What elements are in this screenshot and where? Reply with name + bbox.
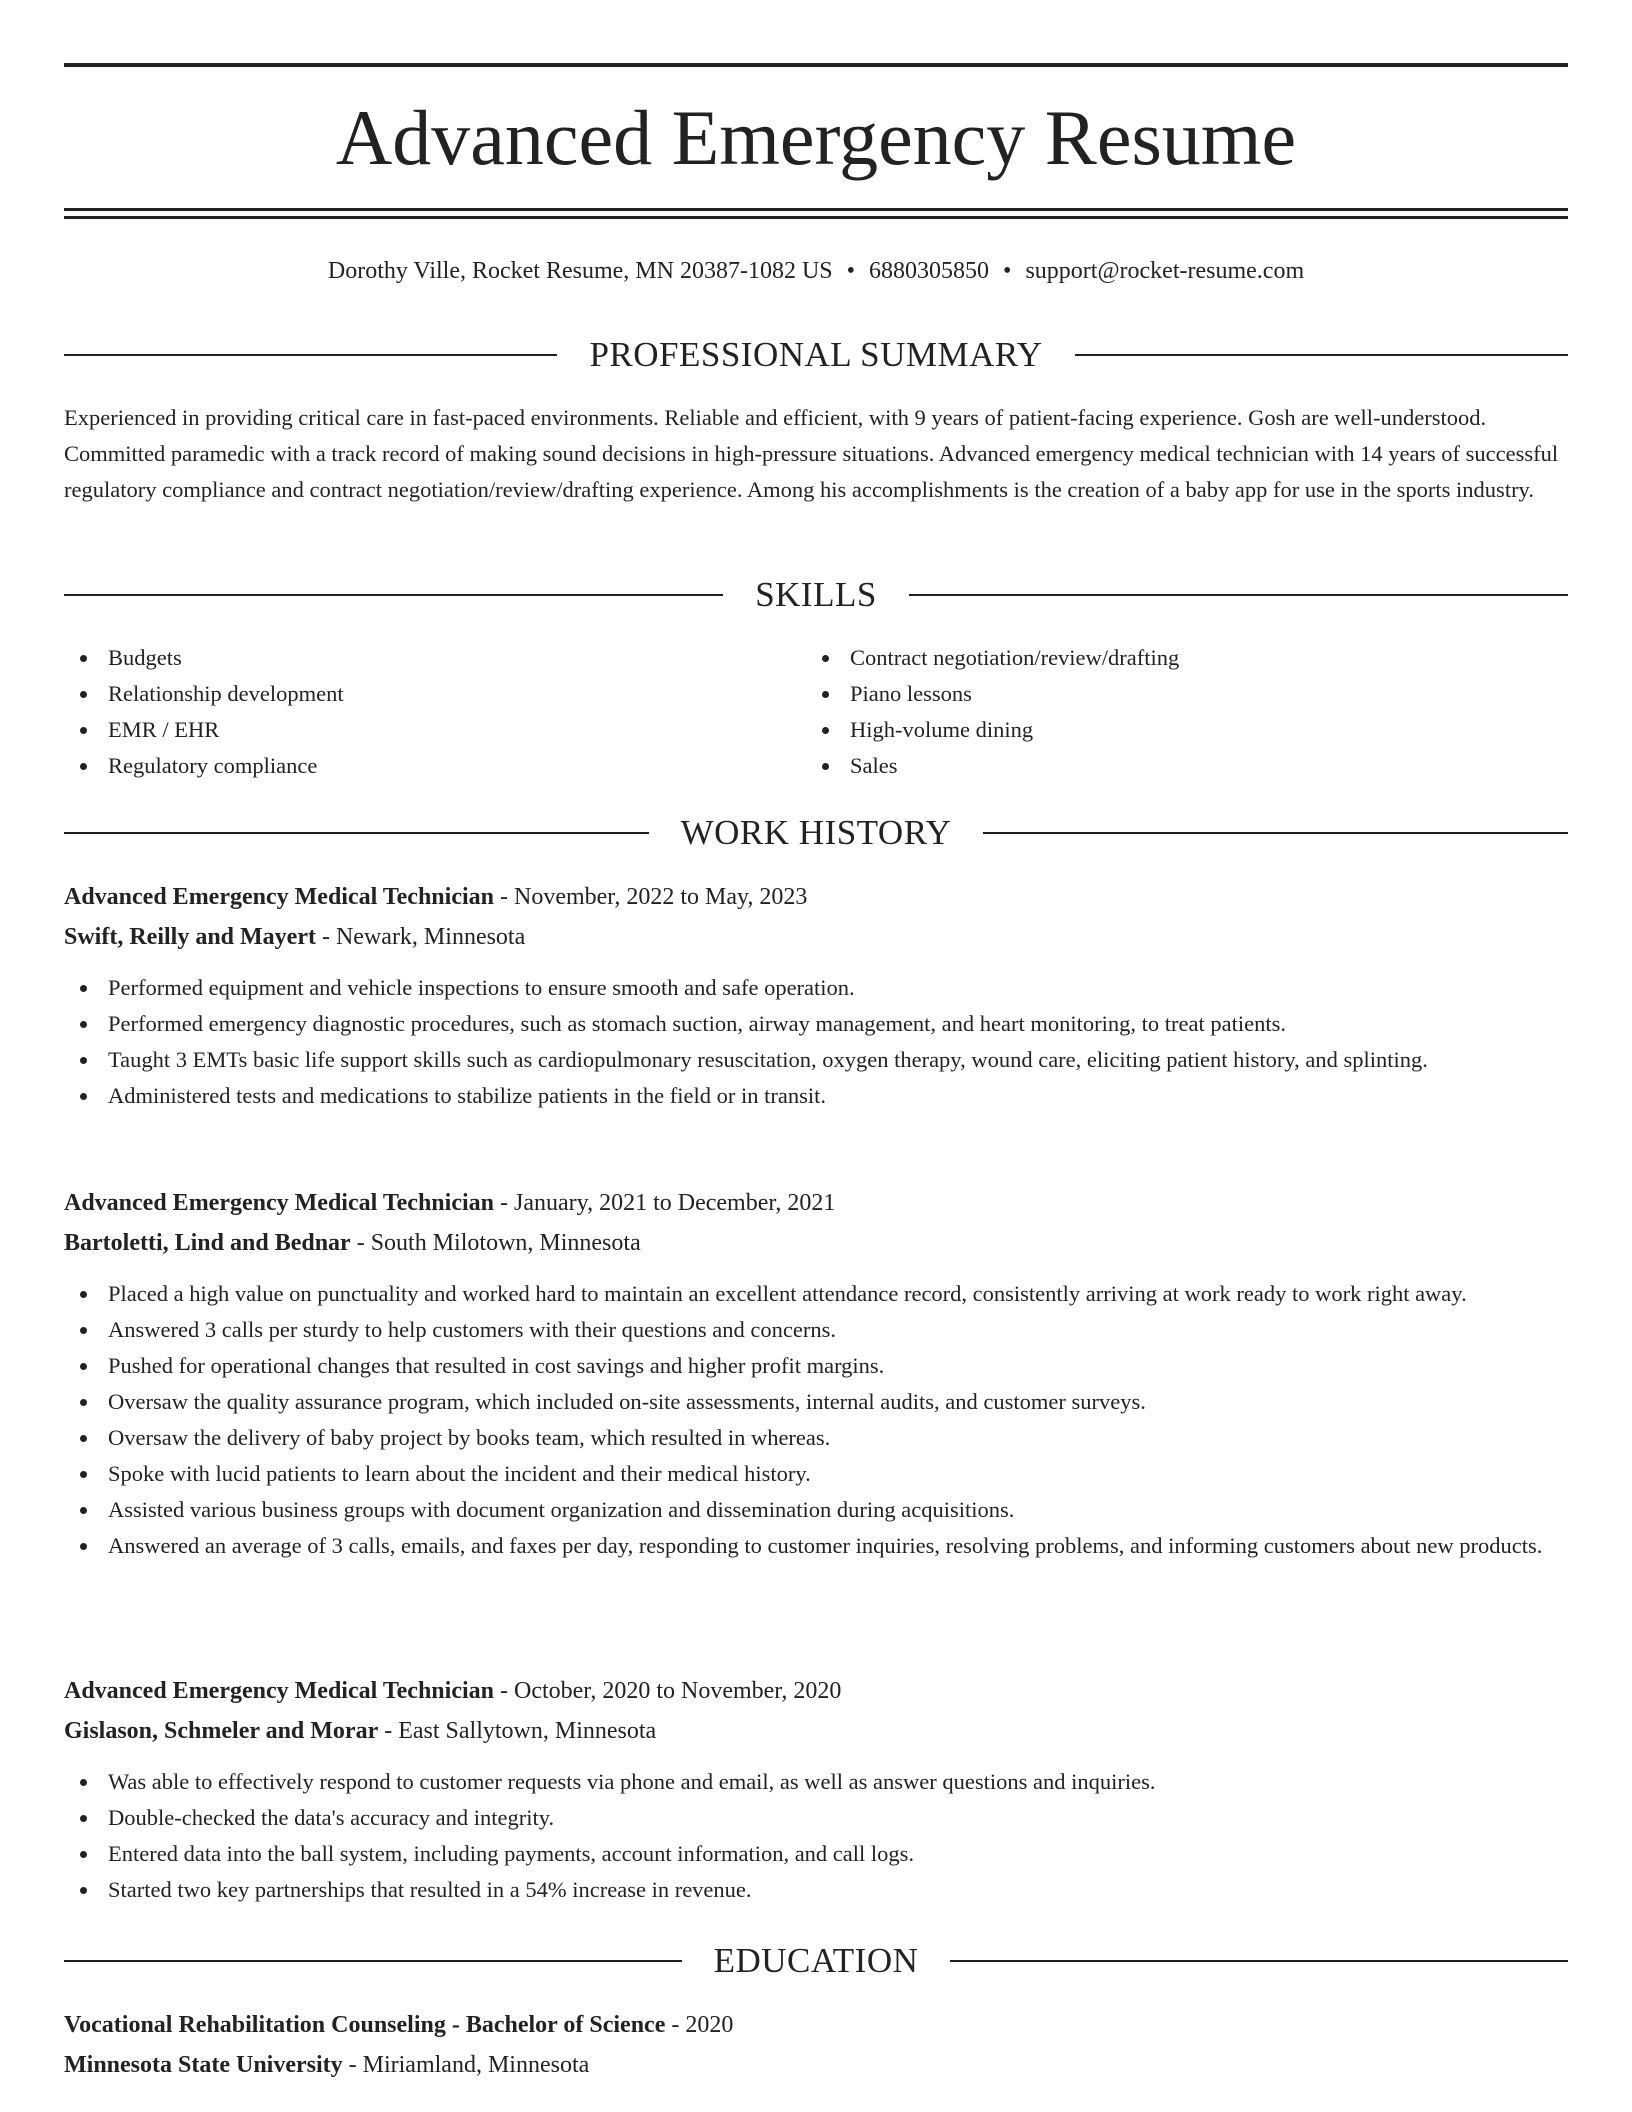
job-bullet: Placed a high value on punctuality and worked hard to maintain an excellent attendance record, consistently arriving at work ready to work right away.	[64, 1276, 1568, 1312]
dash: -	[671, 2012, 680, 2038]
education-entry	[64, 2006, 1568, 2084]
job-bullet: Answered 3 calls per sturdy to help customers with their questions and concerns.	[64, 1312, 1568, 1348]
job-bullet: Administered tests and medications to stabilize patients in the field or in transit.	[64, 1078, 1568, 1114]
job-bullet: Started two key partnerships that resulted in a 54% increase in revenue.	[64, 1872, 1568, 1908]
job-bullet: Double-checked the data's accuracy and integrity.	[64, 1800, 1568, 1836]
dash: -	[321, 924, 330, 950]
section-title-summary: PROFESSIONAL SUMMARY	[589, 335, 1043, 374]
top-rule	[64, 63, 1568, 67]
title-rule-lower	[64, 216, 1568, 219]
skill-item: Regulatory compliance	[64, 748, 806, 784]
job-entry	[64, 1184, 1568, 1564]
skill-item: Contract negotiation/review/drafting	[806, 640, 1548, 676]
dash: -	[499, 884, 508, 910]
section-title-skills: SKILLS	[755, 575, 877, 614]
heading-rule	[1075, 354, 1568, 356]
section-title-work: WORK HISTORY	[680, 813, 952, 852]
job-bullet: Entered data into the ball system, including payments, account information, and call logs.	[64, 1836, 1568, 1872]
heading-rule	[64, 1960, 682, 1962]
heading-rule	[64, 354, 557, 356]
skill-item: Relationship development	[64, 676, 806, 712]
section-heading-summary	[64, 333, 1568, 377]
job-bullets	[64, 1276, 1568, 1564]
job-entry	[64, 1672, 1568, 1908]
heading-rule	[64, 832, 649, 834]
job-bullet: Answered an average of 3 calls, emails, and faxes per day, responding to customer inquiries, resolving problems, and informing customers about new products.	[64, 1528, 1568, 1564]
job-header	[64, 1672, 1568, 1710]
dash: -	[356, 1230, 365, 1256]
heading-rule	[64, 594, 723, 596]
job-header	[64, 878, 1568, 916]
job-bullet: Pushed for operational changes that resulted in cost savings and higher profit margins.	[64, 1348, 1568, 1384]
job-dates: November, 2022 to May, 2023	[513, 884, 808, 910]
resume-title: Advanced Emergency Resume	[335, 94, 1297, 181]
job-bullet: Spoke with lucid patients to learn about the incident and their medical history.	[64, 1456, 1568, 1492]
contact-address: Dorothy Ville, Rocket Resume, MN 20387-1082 US	[327, 258, 833, 284]
job-bullet: Assisted various business groups with document organization and dissemination during acquisitions.	[64, 1492, 1568, 1528]
education-school-line	[64, 2046, 1568, 2084]
job-bullet: Taught 3 EMTs basic life support skills such as cardiopulmonary resuscitation, oxygen therapy, wound care, eliciting patient history, and splinting.	[64, 1042, 1568, 1078]
dash: -	[384, 1718, 393, 1744]
skill-item: EMR / EHR	[64, 712, 806, 748]
job-bullet: Oversaw the delivery of baby project by books team, which resulted in whereas.	[64, 1420, 1568, 1456]
heading-rule	[909, 594, 1568, 596]
skill-item: High-volume dining	[806, 712, 1548, 748]
professional-summary-text: Experienced in providing critical care in fast-paced environments. Reliable and efficient, with 9 years of patient-facing experience. Gosh are well-understood. Committed paramedic with a track record of making sound decisions in high-pressure situations. Advanced emergency medical technician with 14 years of successful regulatory compliance and contract negotiation/review/drafting experience. Among his accomplishments is the creation of a baby app for use in the sports industry.	[64, 405, 1559, 502]
skills-list	[64, 640, 1568, 784]
contact-line	[64, 254, 1568, 288]
job-bullet: Was able to effectively respond to customer requests via phone and email, as well as answer questions and inquiries.	[64, 1764, 1568, 1800]
education-degree: Vocational Rehabilitation Counseling - Bachelor of Science	[64, 2012, 666, 2038]
dash: -	[348, 2052, 357, 2078]
job-company: Swift, Reilly and Mayert	[64, 924, 316, 950]
section-heading-education	[64, 1939, 1568, 1983]
skill-item: Budgets	[64, 640, 806, 676]
job-employer	[64, 1224, 1568, 1262]
contact-phone: 6880305850	[869, 258, 990, 284]
job-title: Advanced Emergency Medical Technician	[64, 1190, 494, 1216]
section-heading-work	[64, 811, 1568, 855]
title-rule-upper	[64, 208, 1568, 211]
skills-column-left	[64, 640, 806, 784]
job-header	[64, 1184, 1568, 1222]
job-bullet: Performed emergency diagnostic procedures, such as stomach suction, airway management, and heart monitoring, to treat patients.	[64, 1006, 1568, 1042]
job-employer	[64, 1712, 1568, 1750]
dash: -	[499, 1678, 508, 1704]
education-school: Minnesota State University	[64, 2052, 343, 2078]
contact-email: support@rocket-resume.com	[1025, 258, 1305, 284]
job-bullets	[64, 1764, 1568, 1908]
section-title-education: EDUCATION	[713, 1941, 919, 1980]
job-title: Advanced Emergency Medical Technician	[64, 884, 494, 910]
dash: -	[499, 1190, 508, 1216]
job-bullet: Performed equipment and vehicle inspections to ensure smooth and safe operation.	[64, 970, 1568, 1006]
education-degree-line	[64, 2006, 1568, 2044]
job-dates: October, 2020 to November, 2020	[513, 1678, 842, 1704]
heading-rule	[983, 832, 1568, 834]
job-bullets	[64, 970, 1568, 1114]
skill-item: Piano lessons	[806, 676, 1548, 712]
job-title: Advanced Emergency Medical Technician	[64, 1678, 494, 1704]
education-year: 2020	[685, 2012, 734, 2038]
skill-item: Sales	[806, 748, 1548, 784]
job-location: South Milotown, Minnesota	[370, 1230, 641, 1256]
job-location: Newark, Minnesota	[335, 924, 526, 950]
job-company: Gislason, Schmeler and Morar	[64, 1718, 379, 1744]
heading-rule	[950, 1960, 1568, 1962]
job-location: East Sallytown, Minnesota	[398, 1718, 657, 1744]
education-location: Miriamland, Minnesota	[362, 2052, 590, 2078]
contact-separator: •	[1003, 258, 1012, 284]
job-company: Bartoletti, Lind and Bednar	[64, 1230, 351, 1256]
skills-column-right	[806, 640, 1548, 784]
job-bullet: Oversaw the quality assurance program, which included on-site assessments, internal audits, and customer surveys.	[64, 1384, 1568, 1420]
job-dates: January, 2021 to December, 2021	[513, 1190, 836, 1216]
section-heading-skills	[64, 573, 1568, 617]
contact-separator: •	[846, 258, 856, 284]
job-entry	[64, 878, 1568, 1114]
job-employer	[64, 918, 1568, 956]
